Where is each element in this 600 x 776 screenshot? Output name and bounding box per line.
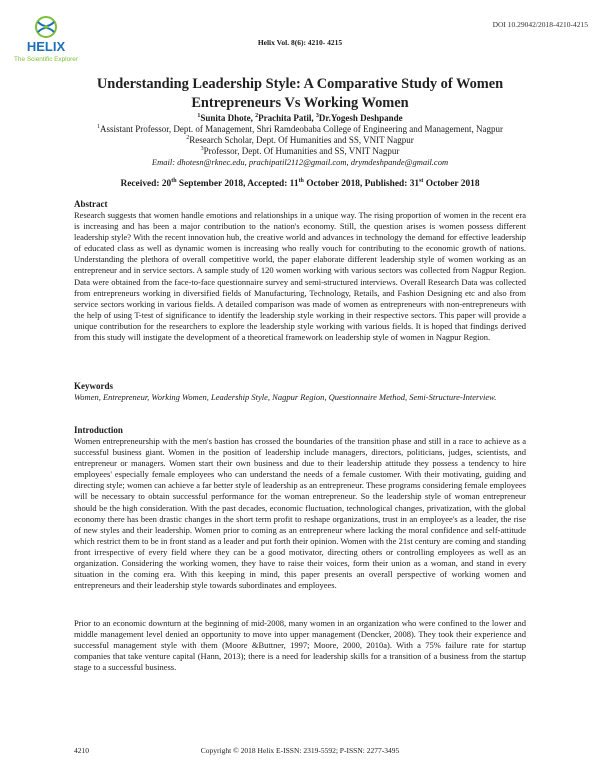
published-date-suffix: st bbox=[419, 177, 424, 184]
author-1: Sunita Dhote, bbox=[200, 113, 256, 123]
helix-logo-mark bbox=[36, 17, 56, 37]
affiliation-1-text: Assistant Professor, Dept. of Management, Shri Ramdeobaba College of Engineering and Management, Nagpur bbox=[99, 124, 504, 134]
published-date-rest: October 2018 bbox=[423, 179, 480, 189]
affiliation-2 bbox=[40, 135, 560, 146]
article-dates bbox=[40, 179, 560, 189]
received-date: Received: 20 bbox=[120, 179, 172, 189]
logo-name: HELIX bbox=[26, 39, 66, 54]
affiliation-3-text: Professor, Dept. Of Humanities and SS, VNIT Nagpur bbox=[203, 146, 400, 156]
keywords-heading: Keywords bbox=[74, 381, 113, 391]
received-date-suffix: th bbox=[171, 177, 177, 184]
paper-title-line-1: Understanding Leadership Style: A Comparative Study of Women bbox=[96, 76, 504, 92]
affiliation-2-marker: 2 bbox=[186, 135, 190, 141]
logo-tagline: The Scientific Explorer bbox=[14, 56, 78, 63]
copyright-notice: Copyright © 2018 Helix E-ISSN: 2319-5592; P-ISSN: 2277-3495 bbox=[200, 746, 400, 755]
introduction-paragraph-1: Women entrepreneurship with the men's bastion has crossed the boundaries of the transition phase and still in a race to achieve as a successful business giant. Women in the position of leadership include managers, directors, politicians, judges, scientists, and entrepreneur or managers. Women start their own business and due to their leadership attitude they possess a tendency to hire employees' especially female employees who can understand the needs of a female customer. With their motivating, guiding and directing style; women can achieve a far better style of leadership as an entrepreneur. These programs considering female employees will be necessary to obtain successful performance for the woman entrepreneur. So the leadership style of woman entrepreneur should be the high consideration. With the past decades, economic fluctuation, technological changes, privatization, with the global economy there has been drastic changes in the short term profit to reshape organizations, trust in an employee's as a leader, the rise of new styles and their leadership. Women prior to coming as an entrepreneur where lacking the moral confidence and self-attitude which restrict them to be in front stand as a leader and put forth their opinion. Women with the 21st century are coming and standing front irrespective of every field where they can be a good motivator, directing others or controlling employees as well as an organization. Considering the working women, they have to raise their voices, form their union as a woman, and stand in every situation in the coming era. With this keeping in mind, this paper presents an overall perspective of working women and entrepreneurs and their leadership style towards subordinates and employees. bbox=[74, 436, 526, 591]
introduction-heading: Introduction bbox=[74, 425, 123, 435]
affiliation-3 bbox=[40, 146, 560, 157]
author-1-marker: 1 bbox=[197, 113, 201, 119]
page-number: 4210 bbox=[74, 746, 89, 755]
accepted-date-suffix: th bbox=[298, 177, 304, 184]
abstract-heading: Abstract bbox=[74, 199, 108, 209]
introduction-paragraph-2: Prior to an economic downturn at the beginning of mid-2008, many women in an organization who were confined to the lower and middle management level denied an opportunity to move into upper management (Dencker, 2008). They took their experience and successful management style with them (Moore &Buttner, 1997; Moore, 2000, 2010a). With a 75% failure rate for startup companies that take venture capital (Hann, 2013); there is a need for leadership skills for a transition of a business from the startup stage to a successful business. bbox=[74, 618, 526, 673]
affiliation-1 bbox=[40, 124, 560, 135]
affiliation-1-marker: 1 bbox=[96, 124, 100, 130]
accepted-date: Accepted: 11 bbox=[247, 179, 299, 189]
author-emails: Email: dhotesn@rknec.edu, prachipatil2112@gmail.com, drymdeshpande@gmail.com bbox=[151, 157, 449, 167]
paper-title-line-2: Entrepreneurs Vs Working Women bbox=[191, 95, 409, 111]
author-2: Prachita Patil, bbox=[258, 113, 316, 123]
author-2-marker: 2 bbox=[255, 113, 259, 119]
affiliation-3-marker: 3 bbox=[200, 146, 204, 152]
affiliation-2-text: Research Scholar, Dept. Of Humanities and SS, VNIT Nagpur bbox=[189, 135, 414, 145]
accepted-date-rest: October 2018, bbox=[303, 179, 365, 189]
author-3-marker: 3 bbox=[315, 113, 319, 119]
published-date: Published: 31 bbox=[364, 179, 420, 189]
doi: DOI 10.29042/2018-4210-4215 bbox=[492, 20, 588, 29]
journal-citation: Helix Vol. 8(6): 4210- 4215 bbox=[257, 38, 343, 47]
keywords-text: Women, Entrepreneur, Working Women, Leadership Style, Nagpur Region, Questionnaire Method, Semi-Structure-Interview. bbox=[74, 392, 497, 402]
abstract-text: Research suggests that women handle emotions and relationships in a unique way. The rising proportion of women in the recent era is increasing and has been a major contribution to the nation's economy. Still, the question arises is women possess different leadership style? With the recent innovation hub, the creative world and advances in technology the demand for effective leadership of educated class as well as dynamic women is increasing who really vouch for contributing to the economic growth of nations. Understanding the plethora of overall competitive world, the paper elaborate different leadership style of women working as an entrepreneur and in service sectors. A sample study of 120 women working with various sectors was collected from Nagpur Region. Data were obtained from the face-to-face questionnaire survey and semi-structured interviews. Overall Research Data was collected from entrepreneurs working in diversified fields of Manufacturing, Technology, Retails, and Fashion Designing etc and also from service sectors working in various fields. A detailed comparison was made of women as entrepreneurs with non-entrepreneurs with the help of using T-test of significance to identify the leadership style working in their respective sectors. This paper will provide a unique contribution for the researchers to explore the leadership style working with various fields. It is hoped that findings derived from this study will instigate the development of a theoretical framework on leadership style of women in Nagpur Region. bbox=[74, 210, 526, 343]
author-3: Dr.Yogesh Deshpande bbox=[318, 113, 403, 123]
received-date-rest: September 2018, bbox=[176, 179, 248, 189]
author-list bbox=[40, 113, 560, 123]
